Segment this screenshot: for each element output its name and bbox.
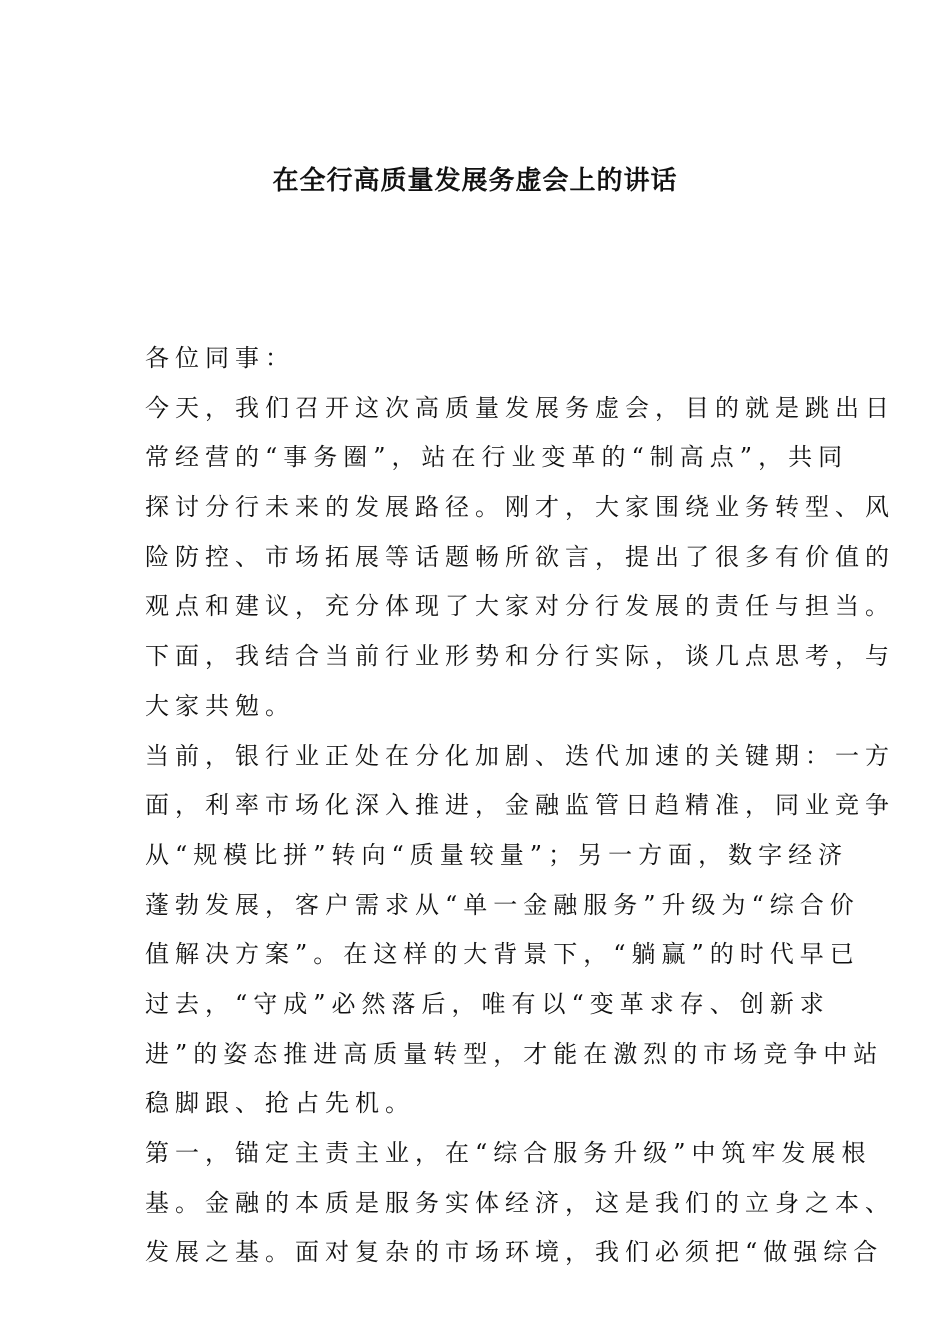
text-line: 发展之基。面对复杂的市场环境，我们必须把“做强综合 <box>145 1238 884 1267</box>
text-line: 值解决方案”。在这样的大背景下，“躺赢”的时代早已 <box>145 940 860 969</box>
text-line: 进”的姿态推进高质量转型，才能在激烈的市场竞争中站 <box>145 1039 884 1068</box>
text-line: 观点和建议，充分体现了大家对分行发展的责任与担当。 <box>145 592 895 621</box>
text-line: 大家共勉。 <box>145 691 295 720</box>
text-line: 当前，银行业正处在分化加剧、迭代加速的关键期：一方 <box>145 741 895 770</box>
document-title: 在全行高质量发展务虚会上的讲话 <box>272 166 678 196</box>
text-line: 稳脚跟、抢占先机。 <box>145 1089 415 1118</box>
text-line: 基。金融的本质是服务实体经济，这是我们的立身之本、 <box>145 1188 895 1217</box>
paragraph <box>145 384 895 732</box>
text-line: 蓬勃发展，客户需求从“单一金融服务”升级为“综合价 <box>145 890 860 919</box>
text-line: 下面，我结合当前行业形势和分行实际，谈几点思考，与 <box>145 642 895 671</box>
text-line: 探讨分行未来的发展路径。刚才，大家围绕业务转型、风 <box>145 493 895 522</box>
text-line: 过去，“守成”必然落后，唯有以“变革求存、创新求 <box>145 989 830 1018</box>
text-line: 各位同事： <box>145 344 295 372</box>
paragraph <box>145 732 895 1130</box>
text-line: 常经营的“事务圈”，站在行业变革的“制高点”，共同 <box>145 443 849 472</box>
paragraph <box>145 1129 895 1278</box>
text-line: 面，利率市场化深入推进，金融监管日趋精准，同业竞争 <box>145 791 895 820</box>
text-line: 从“规模比拼”转向“质量较量”；另一方面，数字经济 <box>145 840 849 869</box>
paragraph <box>145 334 825 384</box>
text-line: 今天，我们召开这次高质量发展务虚会，目的就是跳出日 <box>145 393 895 422</box>
document-body <box>145 334 895 1278</box>
text-line: 第一，锚定主责主业，在“综合服务升级”中筑牢发展根 <box>145 1139 872 1167</box>
text-line: 险防控、市场拓展等话题畅所欲言，提出了很多有价值的 <box>145 542 895 571</box>
